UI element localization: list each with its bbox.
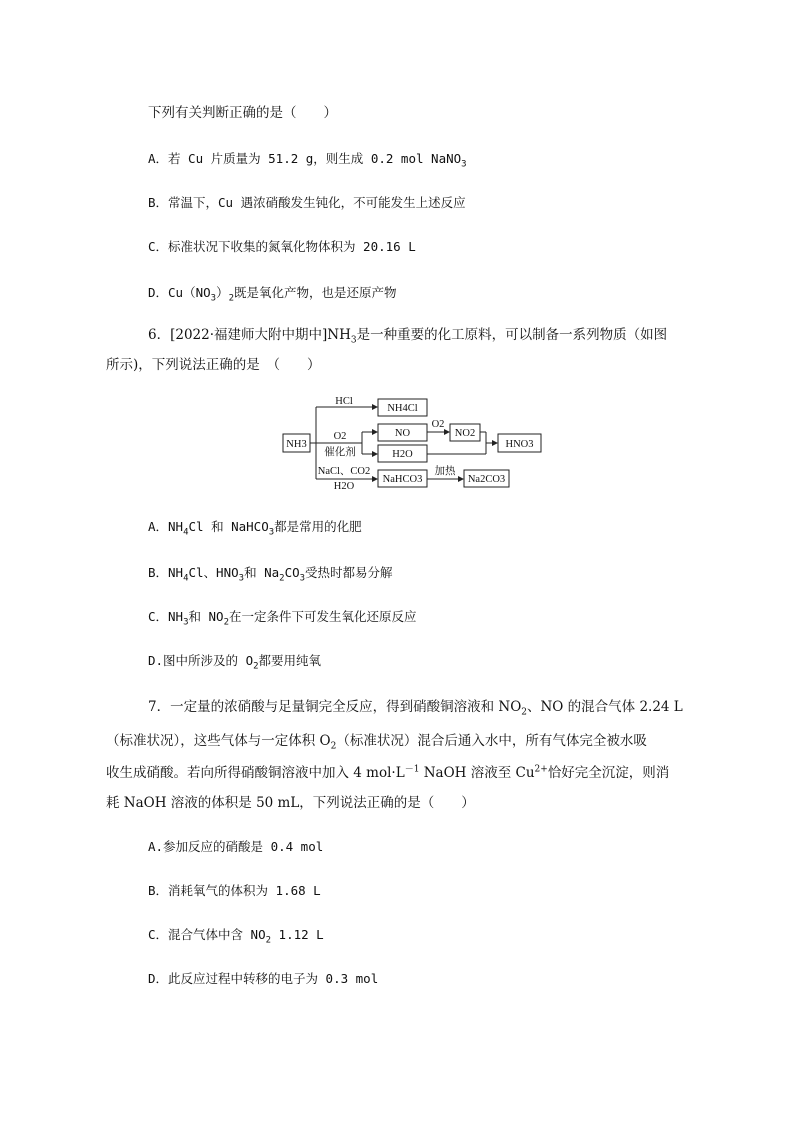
q6-stem-line1: 6．[2022·福建师大附中期中]$NH_3$是一种重要的化工原料，可以制备一系列物质（如图 bbox=[148, 327, 668, 346]
nahco3-label: NaHCO3 bbox=[382, 474, 423, 485]
q6-option-a: A．$NH_4Cl$ 和 NaHCO$_3$都是常用的化肥 bbox=[148, 519, 362, 538]
q6-option-b: B．$NH_4Cl$、$HNO_3$和 $Na_2CO_3$受热时都易分解 bbox=[148, 565, 393, 584]
q7-option-a: A.参加反应的硝酸是 0.4 mol bbox=[148, 839, 324, 854]
q5-option-a: A．若 Cu 片质量为 51.2 g，则生成 0.2 mol NaNO$_3$ bbox=[148, 151, 467, 170]
nh4cl-label: NH4Cl bbox=[387, 403, 418, 414]
no2-label: NO2 bbox=[454, 428, 476, 439]
nahco3-box bbox=[378, 470, 427, 487]
q5-stem: 下列有关判断正确的是（ ） bbox=[148, 105, 337, 121]
q7-stem-line3: 收生成硝酸。若向所得硝酸铜溶液中加入 4 $mol\cdot L^{-1}$ NaOH 溶液至 $Cu^{2+}$恰好完全沉淀，则消 bbox=[106, 764, 670, 781]
nh3-label: NH3 bbox=[286, 439, 307, 450]
na2co3-box bbox=[464, 470, 509, 487]
no-label: NO bbox=[394, 428, 411, 439]
no-box bbox=[378, 424, 427, 441]
q5-option-d: D．$Cu(NO_3)_2$既是氧化产物，也是还原产物 bbox=[148, 285, 397, 304]
catalyst-label: 催化剂 bbox=[324, 447, 356, 458]
o2-label: O2 bbox=[333, 431, 347, 442]
h2o-box bbox=[378, 445, 427, 462]
nh3-box bbox=[283, 434, 310, 452]
nh3-flow-diagram bbox=[282, 394, 542, 490]
q5-option-b: B．常温下，Cu 遇浓硝酸发生钝化，不可能发生上述反应 bbox=[148, 195, 466, 210]
q5-option-c: C．标准状况下收集的氮氧化物体积为 20.16 L bbox=[148, 239, 416, 254]
o2-top-label: O2 bbox=[431, 419, 445, 430]
q7-stem-line2: （标准状况），这些气体与一定体积 $O_2$（标准状况）混合后通入水中，所有气体完全被水吸 bbox=[106, 733, 647, 752]
q6-option-c: C．$NH_3$和 $NO_2$在一定条件下可发生氧化还原反应 bbox=[148, 609, 417, 628]
h2o-condition-label: H2O bbox=[333, 481, 355, 490]
q6-option-d: D.图中所涉及的 $O_2$都要用纯氧 bbox=[148, 653, 322, 672]
nh4cl-box bbox=[378, 399, 427, 416]
q7-stem-line1: 7．一定量的浓硝酸与足量铜完全反应，得到硝酸铜溶液和 $NO_2$、NO 的混合气体 2.24 L bbox=[148, 699, 683, 718]
hno3-label: HNO3 bbox=[505, 439, 534, 450]
na2co3-label: Na2CO3 bbox=[467, 474, 506, 485]
q6-stem-line2: 所示)，下列说法正确的是 （ ） bbox=[106, 357, 321, 373]
q7-option-d: D．此反应过程中转移的电子为 0.3 mol bbox=[148, 971, 379, 986]
h2o-box-label: H2O bbox=[392, 449, 413, 460]
q7-stem-line4: 耗 NaOH 溶液的体积是 50 mL，下列说法正确的是（ ） bbox=[106, 795, 475, 811]
heat-label: 加热 bbox=[434, 466, 456, 477]
q7-option-c: C．混合气体中含 $NO_2$ 1.12 L bbox=[148, 927, 324, 946]
nacl-co2-label: NaCl、CO2 bbox=[317, 466, 371, 477]
hno3-box bbox=[498, 434, 541, 452]
no2-box bbox=[450, 424, 480, 441]
q7-option-b: B．消耗氧气的体积为 1.68 L bbox=[148, 883, 321, 898]
hcl-label: HCl bbox=[335, 396, 353, 407]
